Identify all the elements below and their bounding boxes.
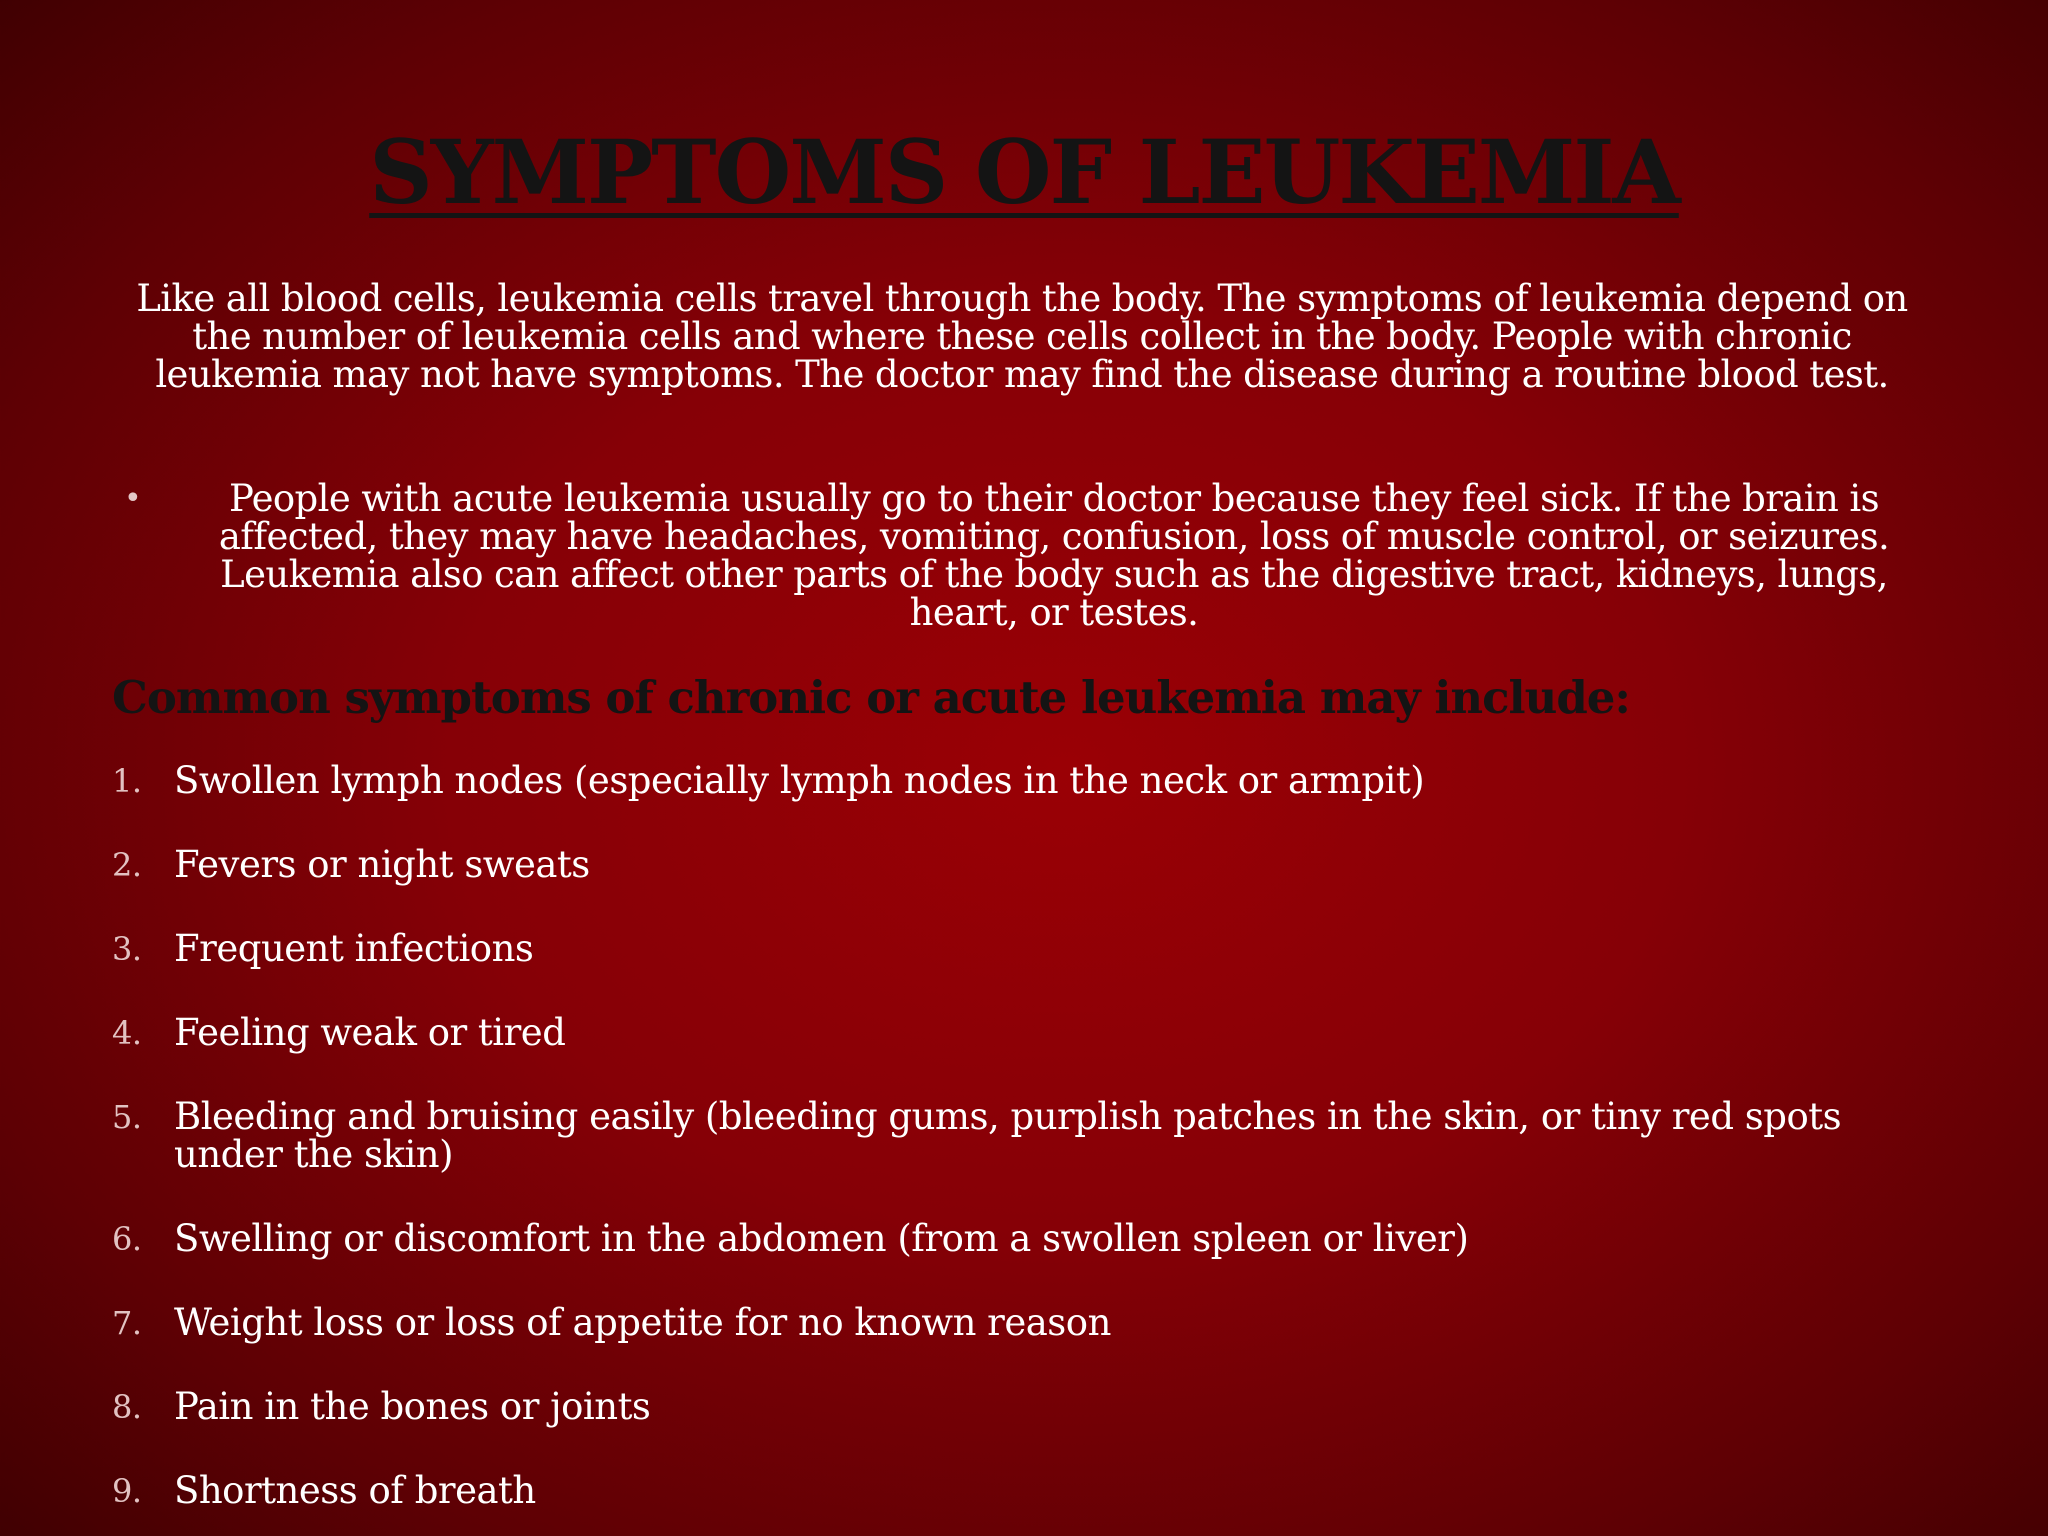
list-item-text: Fevers or night sweats bbox=[174, 843, 590, 886]
symptoms-list bbox=[112, 759, 1952, 1536]
list-item bbox=[112, 1011, 1952, 1054]
list-item-number: 3. bbox=[112, 930, 142, 968]
list-item bbox=[112, 759, 1952, 802]
list-item bbox=[112, 1301, 1952, 1344]
symptoms-subheading: Common symptoms of chronic or acute leukemia may include: bbox=[112, 671, 1631, 724]
list-item-text: Feeling weak or tired bbox=[174, 1011, 566, 1054]
list-item-number: 9. bbox=[112, 1472, 142, 1510]
slide-title-text: SYMPTOMS OF LEUKEMIA bbox=[369, 120, 1679, 224]
acute-leukemia-bullet: People with acute leukemia usually go to their doctor because they feel sick. If the brain is affected, they may have headaches, vomiting, confusion, loss of muscle control, or seizures. Leukemia also can affect other parts of the body such as the digestive tract, kidneys, lungs, heart, or testes. bbox=[218, 477, 1890, 634]
list-item bbox=[112, 1217, 1952, 1260]
list-item-text: Weight loss or loss of appetite for no known reason bbox=[174, 1301, 1111, 1344]
list-item-number: 7. bbox=[112, 1304, 142, 1342]
list-item-number: 6. bbox=[112, 1220, 142, 1258]
list-item bbox=[112, 843, 1952, 886]
list-item-number: 1. bbox=[112, 762, 142, 800]
list-item-text: Bleeding and bruising easily (bleeding gums, purplish patches in the skin, or tiny red spots under the skin) bbox=[174, 1095, 1842, 1176]
bullet-dot-icon: • bbox=[124, 481, 142, 516]
list-item-text: Swelling or discomfort in the abdomen (from a swollen spleen or liver) bbox=[174, 1217, 1469, 1260]
list-item-number: 2. bbox=[112, 846, 142, 884]
list-item bbox=[112, 1469, 1952, 1512]
list-item bbox=[112, 1385, 1952, 1428]
list-item-number: 5. bbox=[112, 1098, 142, 1136]
list-item bbox=[112, 1095, 1952, 1176]
list-item-number: 4. bbox=[112, 1014, 142, 1052]
slide-title bbox=[0, 118, 2048, 226]
intro-paragraph: Like all blood cells, leukemia cells travel through the body. The symptoms of leukemia depend on the number of leukemia cells and where these cells collect in the body. People with chronic leukemia may not have symptoms. The doctor may find the disease during a routine blood test. bbox=[136, 277, 1908, 396]
list-item bbox=[112, 927, 1952, 970]
list-item-text: Pain in the bones or joints bbox=[174, 1385, 651, 1428]
list-item-number: 8. bbox=[112, 1388, 142, 1426]
list-item-text: Shortness of breath bbox=[174, 1469, 536, 1512]
list-item-text: Frequent infections bbox=[174, 927, 534, 970]
list-item-text: Swollen lymph nodes (especially lymph nodes in the neck or armpit) bbox=[174, 759, 1425, 802]
